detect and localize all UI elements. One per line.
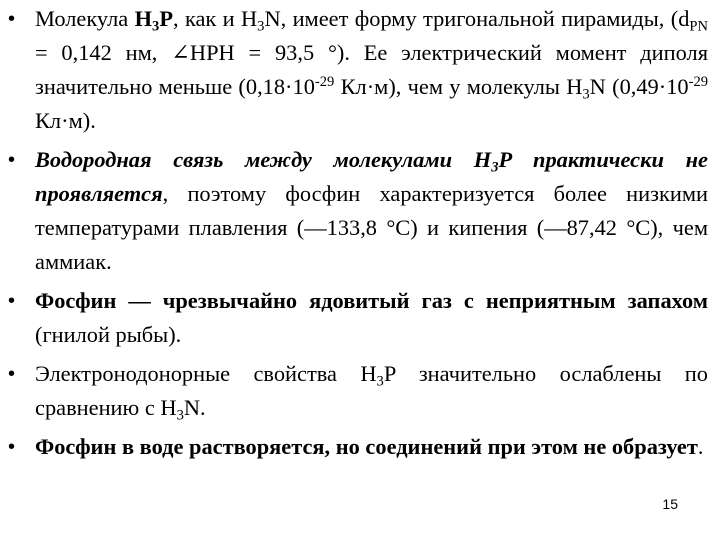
subscript: 3 <box>257 18 265 35</box>
text: = 0,142 нм, ∠HPH = 93,5 °). Ее электрический момент диполя значительно меньше (0,18·10 <box>35 40 708 99</box>
bullet-item-4 <box>8 357 708 425</box>
bullet-list <box>8 2 708 469</box>
formula-h: H <box>134 6 153 31</box>
emphasis-text: Водородная связь между молекулами H <box>35 147 492 172</box>
bullet-item-5 <box>8 430 708 464</box>
text: Молекула <box>35 6 135 31</box>
text: Кл·м). <box>35 108 96 133</box>
page-number: 15 <box>662 496 678 512</box>
bullet-dot-icon: • <box>8 290 16 312</box>
text: , поэтому фосфин характеризуется более низкими температурами плавления (—133,8 °С) и кипения (—87,42 °С), чем аммиак. <box>35 181 708 274</box>
subscript: 3 <box>582 86 590 103</box>
subscript: 3 <box>176 407 184 424</box>
bullet-item-2 <box>8 143 708 279</box>
text: N (0,49·10 <box>589 74 689 99</box>
subscript: 3 <box>376 373 384 390</box>
text: (гнилой рыбы). <box>35 322 182 347</box>
superscript: -29 <box>314 74 335 90</box>
emphasis-text: P практически не проявляется <box>35 147 708 206</box>
bullet-dot-icon: • <box>8 149 16 171</box>
text: N. <box>183 395 206 420</box>
text: Электронодонорные свойства H <box>35 361 377 386</box>
text: , как и H <box>173 6 258 31</box>
bold-text: Фосфин — чрезвычайно ядовитый газ с неприятным запахом <box>35 288 708 313</box>
formula-p: P <box>159 6 173 31</box>
bullet-dot-icon: • <box>8 436 16 458</box>
text: . <box>697 434 704 459</box>
text: N, имеет форму тригональной пирамиды, (d <box>264 6 690 31</box>
text: Кл·м), чем у молекулы H <box>334 74 583 99</box>
superscript: -29 <box>688 74 709 90</box>
text: P значительно ослаблены по сравнению с H <box>35 361 708 420</box>
bullet-dot-icon: • <box>8 363 16 385</box>
bullet-dot-icon: • <box>8 8 16 30</box>
subscript: PN <box>689 18 708 35</box>
subscript: 3 <box>152 18 160 35</box>
bullet-item-1 <box>8 2 708 138</box>
subscript: 3 <box>491 159 499 176</box>
bold-text: Фосфин в воде растворяется, но соединений при этом не образует <box>35 434 698 459</box>
bullet-item-3 <box>8 284 708 352</box>
